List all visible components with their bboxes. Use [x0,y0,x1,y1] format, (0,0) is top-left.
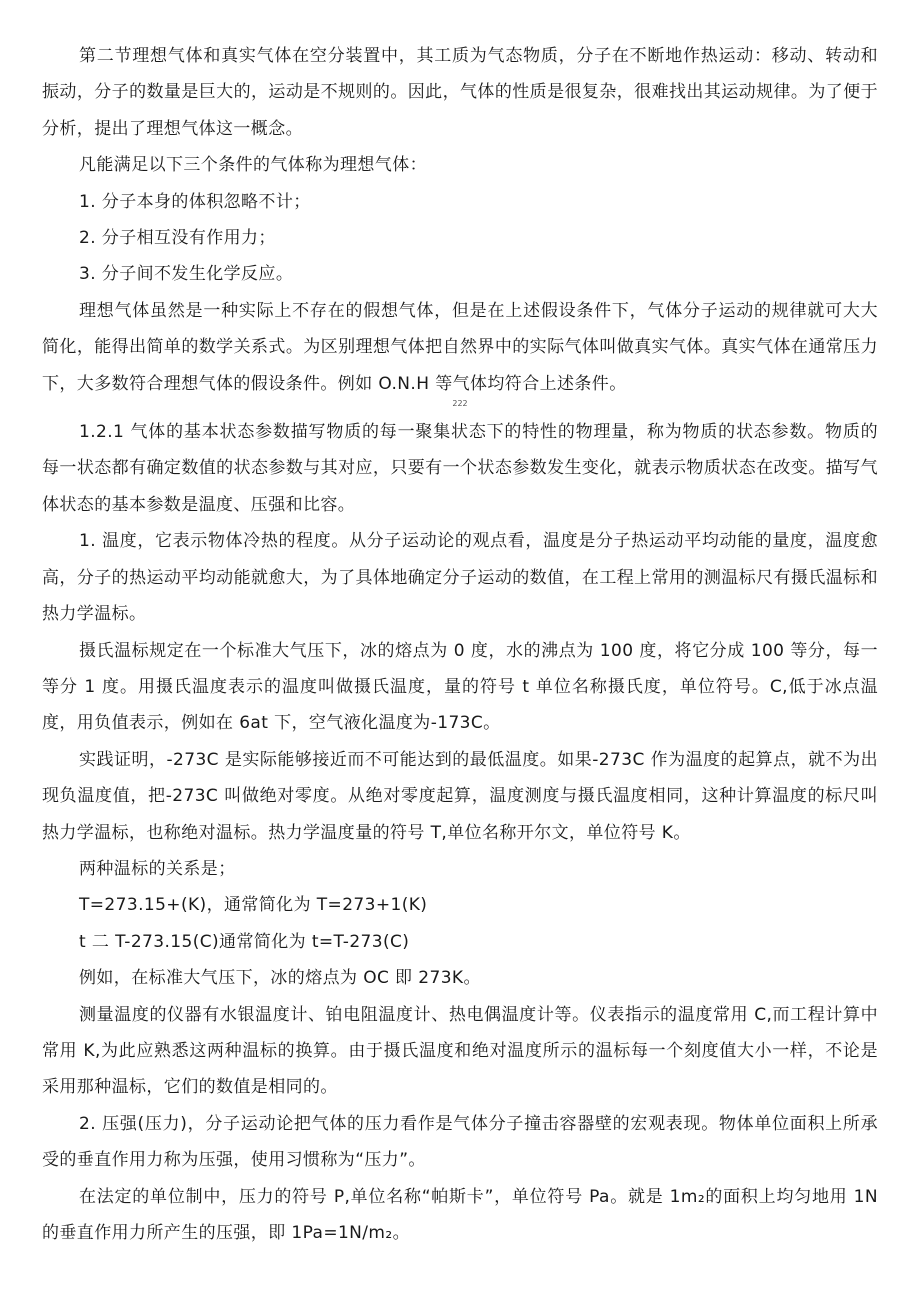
paragraph-instruments: 测量温度的仪器有水银温度计、铂电阻温度计、热电偶温度计等。仪表指示的温度常用 C,而工程计算中常用 K,为此应熟悉这两种温标的换算。由于摄氏温度和绝对温度所示的温标每一个刻度值大小一样，不论是采用那种温标，它们的数值是相同的。 [42,1004,878,1098]
paragraph-ideal-gas: 理想气体虽然是一种实际上不存在的假想气体，但是在上述假设条件下，气体分子运动的规律就可大大简化，能得出简单的数学关系式。为区别理想气体把自然界中的实际气体叫做真实气体。真实气体在通常压力下，大多数符合理想气体的假设条件。例如 O.N.H 等气体均符合上述条件。 [42,300,878,394]
paragraph-pascal: 在法定的单位制中，压力的符号 P,单位名称“帕斯卡”，单位符号 Pa。就是 1m₂的面积上均匀地用 1N 的垂直作用力所产生的压强，即 1Pa=1N/m₂。 [42,1186,878,1243]
formula-celsius: t 二 T-273.15(C)通常简化为 t=T-273(C) [79,931,410,952]
paragraph-celsius: 摄氏温标规定在一个标准大气压下，冰的熔点为 0 度，水的沸点为 100 度，将它分成 100 等分，每一等分 1 度。用摄氏温度表示的温度叫做摄氏温度，量的符号 t 单位名称摄氏度，单位符号。C,低于冰点温度，用负值表示，例如在 6at 下，空气液化温度为-173C。 [42,640,878,734]
page-number: 222 [452,399,468,409]
paragraph-state-params: 1.2.1 气体的基本状态参数描写物质的每一聚集状态下的特性的物理量，称为物质的状态参数。物质的每一状态都有确定数值的状态参数与其对应，只要有一个状态参数发生变化，就表示物质状态在改变。描写气体状态的基本参数是温度、压强和比容。 [42,422,878,515]
paragraph-definition: 凡能满足以下三个条件的气体称为理想气体： [79,155,427,176]
paragraph-temperature: 1. 温度，它表示物体冷热的程度。从分子运动论的观点看，温度是分子热运动平均动能的量度，温度愈高，分子的热运动平均动能就愈大，为了具体地确定分子运动的数值，在工程上常用的测温标尺有摄氏温标和热力学温标。 [42,531,878,625]
list-item-3: 3. 分子间不发生化学反应。 [79,264,294,285]
paragraph-pressure: 2. 压强(压力)，分子运动论把气体的压力看作是气体分子撞击容器壁的宏观表现。物体单位面积上所承受的垂直作用力称为压强，使用习惯称为“压力”。 [42,1113,878,1171]
document-page [42,38,878,1251]
paragraph-intro: 第二节理想气体和真实气体在空分装置中，其工质为气态物质，分子在不断地作热运动：移动、转动和振动，分子的数量是巨大的，运动是不规则的。因此，气体的性质是很复杂，很难找出其运动规律。为了便于分析，提出了理想气体这一概念。 [42,46,878,139]
paragraph-absolute-zero: 实践证明，-273C 是实际能够接近而不可能达到的最低温度。如果-273C 作为温度的起算点，就不为出现负温度值，把-273C 叫做绝对零度。从绝对零度起算，温度测度与摄氏温度相同，这种计算温度的标尺叫热力学温标，也称绝对温标。热力学温度量的符号 T,单位名称开尔文，单位符号 K。 [42,749,878,843]
list-item-1: 1. 分子本身的体积忽略不计； [79,191,311,212]
paragraph-example: 例如，在标准大气压下，冰的熔点为 OC 即 273K。 [79,968,481,989]
list-item-2: 2. 分子相互没有作用力； [79,228,276,249]
paragraph-relation: 两种温标的关系是； [79,858,236,879]
formula-kelvin: T=273.15+(K)，通常简化为 T=273+1(K) [79,895,428,916]
